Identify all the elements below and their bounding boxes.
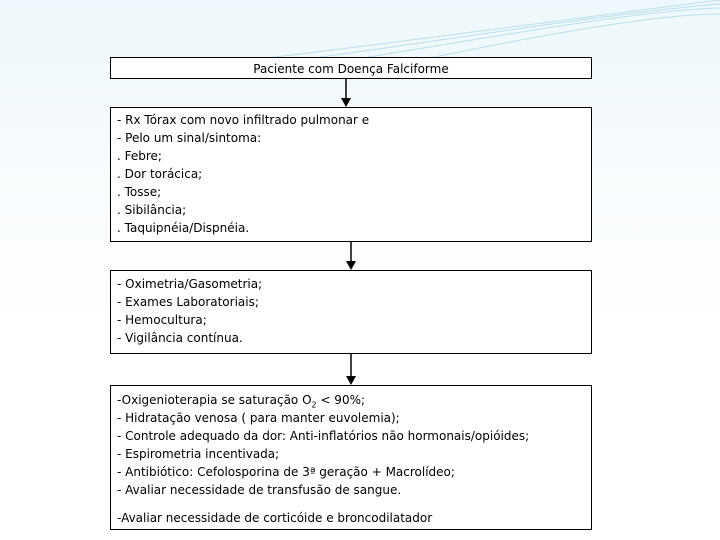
arrow-1 bbox=[339, 79, 353, 107]
treatment-line: - Antibiótico: Cefolosporina de 3ª geração + Macrolídeo; bbox=[117, 465, 455, 479]
exams-line: - Oximetria/Gasometria; bbox=[117, 277, 263, 291]
criteria-line: - Pelo um sinal/sintoma: bbox=[117, 131, 262, 145]
treatment-line: - Controle adequado da dor: Anti-inflatórios não hormonais/opióides; bbox=[117, 429, 530, 443]
treatment-line: - Espirometria incentivada; bbox=[117, 447, 280, 461]
criteria-line: . Sibilância; bbox=[117, 203, 187, 217]
treatment-line: - Hidratação venosa ( para manter euvolemia); bbox=[117, 411, 400, 425]
treatment-final-line: -Avaliar necessidade de corticóide e broncodilatador bbox=[117, 511, 433, 525]
arrow-3 bbox=[344, 354, 358, 385]
criteria-line: . Dor torácica; bbox=[117, 167, 203, 181]
exams-box bbox=[110, 270, 592, 354]
title-text: Paciente com Doença Falciforme bbox=[253, 62, 449, 76]
oxygen-prefix: -Oxigenioterapia se saturação O bbox=[117, 393, 312, 407]
decorative-swoosh bbox=[0, 0, 720, 60]
criteria-line: . Tosse; bbox=[117, 185, 162, 199]
exams-line: - Exames Laboratoriais; bbox=[117, 295, 259, 309]
criteria-line: - Rx Tórax com novo infiltrado pulmonar e bbox=[117, 113, 370, 127]
criteria-line: . Febre; bbox=[117, 149, 162, 163]
exams-line: - Vigilância contínua. bbox=[117, 331, 243, 345]
oxygen-subscript: 2 bbox=[311, 400, 317, 410]
treatment-box bbox=[110, 385, 592, 530]
criteria-box bbox=[110, 107, 592, 242]
title-box bbox=[110, 57, 592, 79]
oxygen-line bbox=[117, 391, 585, 409]
exams-line: - Hemocultura; bbox=[117, 313, 207, 327]
arrow-2 bbox=[344, 242, 358, 270]
treatment-line: - Avaliar necessidade de transfusão de sangue. bbox=[117, 483, 402, 497]
criteria-line: . Taquipnéia/Dispnéia. bbox=[117, 221, 250, 235]
oxygen-suffix: < 90%; bbox=[316, 393, 366, 407]
